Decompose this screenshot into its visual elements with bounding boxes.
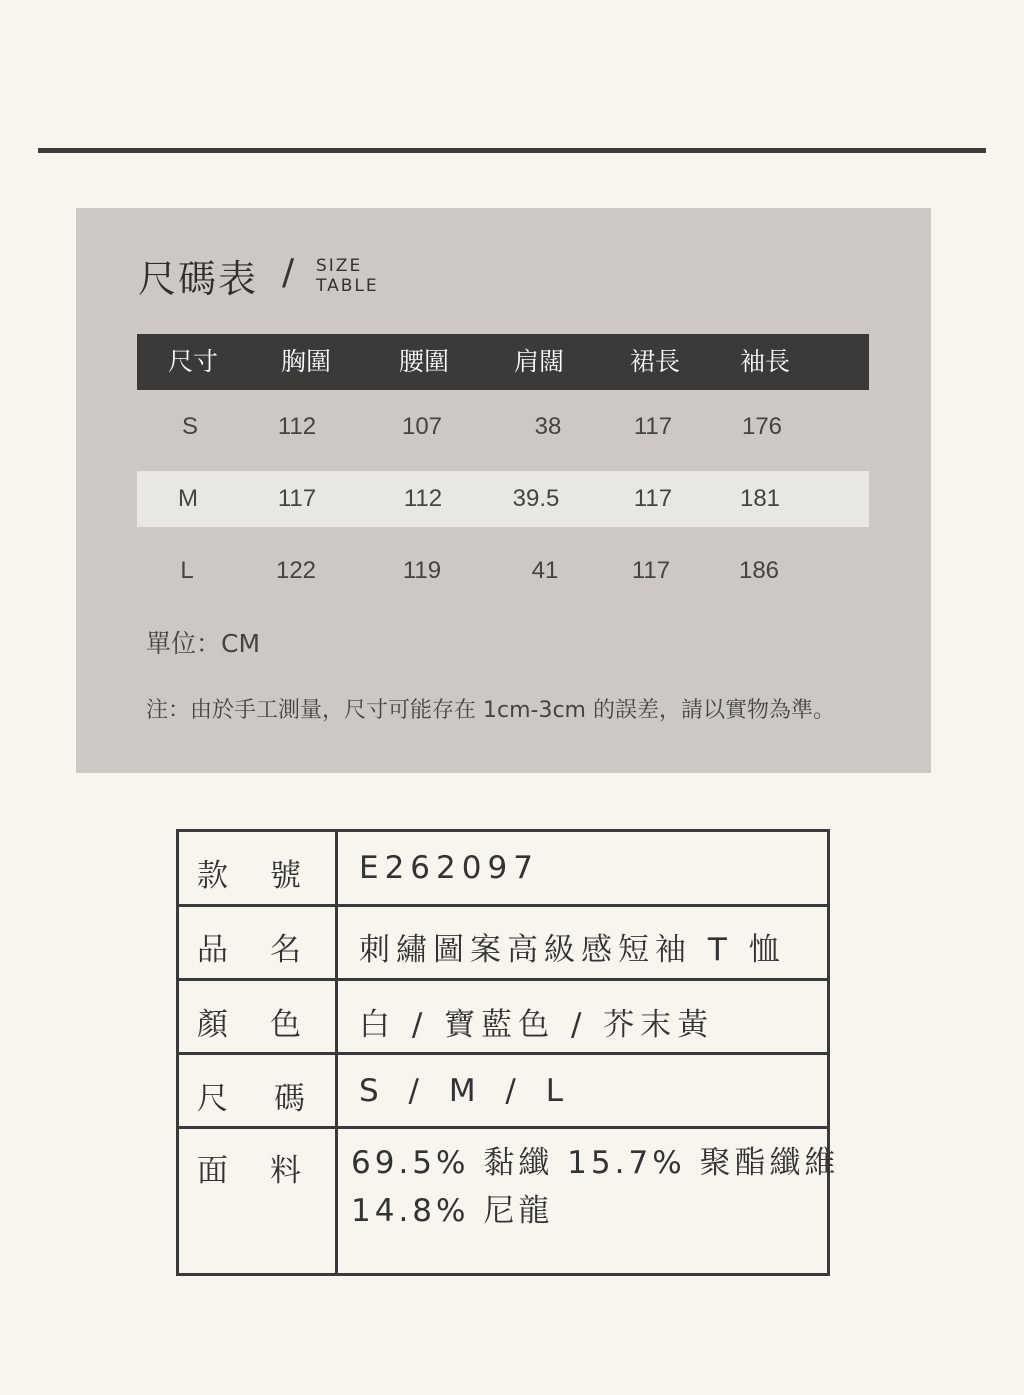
header-waist: 腰圍 xyxy=(398,347,450,376)
color-label: 顏色 xyxy=(197,1007,343,1043)
fabric-line-2: 14.8% 尼龍 xyxy=(351,1193,554,1229)
cell-size: S xyxy=(181,413,199,440)
size-table-header xyxy=(137,334,869,390)
spec-row-color xyxy=(179,981,827,1055)
spec-row-fabric xyxy=(179,1129,840,1273)
cell-shoulder: 38 xyxy=(534,413,562,440)
cell-shoulder: 41 xyxy=(531,557,559,584)
cell-size: M xyxy=(178,485,198,512)
cell-chest: 122 xyxy=(275,557,317,584)
cell-sleeve-length: 181 xyxy=(739,485,781,512)
product-spec-table xyxy=(176,829,840,1276)
size-table-subtitle xyxy=(316,256,379,296)
cell-chest: 112 xyxy=(277,413,317,440)
table-row xyxy=(137,399,869,455)
subtitle-line-2: TABLE xyxy=(316,276,379,296)
title-slash: / xyxy=(282,252,295,293)
fabric-label: 面料 xyxy=(197,1153,343,1189)
unit-label: 單位：CM xyxy=(146,629,261,658)
table-row xyxy=(137,543,869,599)
header-dress-length: 裙長 xyxy=(629,347,681,376)
name-label: 品名 xyxy=(197,932,343,968)
cell-waist: 119 xyxy=(402,557,442,584)
cell-waist: 112 xyxy=(403,485,443,512)
header-chest: 胸圍 xyxy=(280,347,332,376)
cell-dress-length: 117 xyxy=(633,485,673,512)
header-shoulder: 肩闊 xyxy=(513,347,565,376)
cell-waist: 107 xyxy=(401,413,443,440)
name-value: 刺繡圖案高級感短袖 T 恤 xyxy=(359,932,786,968)
cell-chest: 117 xyxy=(277,485,317,512)
cell-size: L xyxy=(180,557,194,584)
table-row xyxy=(137,471,869,527)
size-value: S / M / L xyxy=(359,1073,573,1109)
header-sleeve-length: 袖長 xyxy=(739,347,791,376)
spec-row-name xyxy=(179,907,827,981)
spec-row-size xyxy=(179,1055,827,1129)
header-size: 尺寸 xyxy=(167,347,219,376)
size-label: 尺碼 xyxy=(197,1081,351,1117)
size-table-title: 尺碼表 xyxy=(138,257,259,301)
cell-dress-length: 117 xyxy=(631,557,671,584)
fabric-value xyxy=(351,1139,840,1235)
cell-shoulder: 39.5 xyxy=(512,485,560,512)
style-no-value: E262097 xyxy=(359,850,539,886)
fabric-line-1: 69.5% 黏纖 15.7% 聚酯纖維 xyxy=(351,1145,840,1181)
color-value: 白 / 寶藍色 / 芥末黃 xyxy=(359,1007,715,1043)
spec-row-style-no xyxy=(179,832,827,907)
subtitle-line-1: SIZE xyxy=(316,256,363,276)
cell-sleeve-length: 186 xyxy=(738,557,780,584)
cell-sleeve-length: 176 xyxy=(741,413,783,440)
measurement-note: 注：由於手工測量，尺寸可能存在 1cm-3cm 的誤差，請以實物為準。 xyxy=(146,698,835,723)
top-divider xyxy=(38,148,986,153)
cell-dress-length: 117 xyxy=(633,413,673,440)
size-table-panel xyxy=(76,208,931,773)
style-no-label: 款號 xyxy=(197,858,343,894)
